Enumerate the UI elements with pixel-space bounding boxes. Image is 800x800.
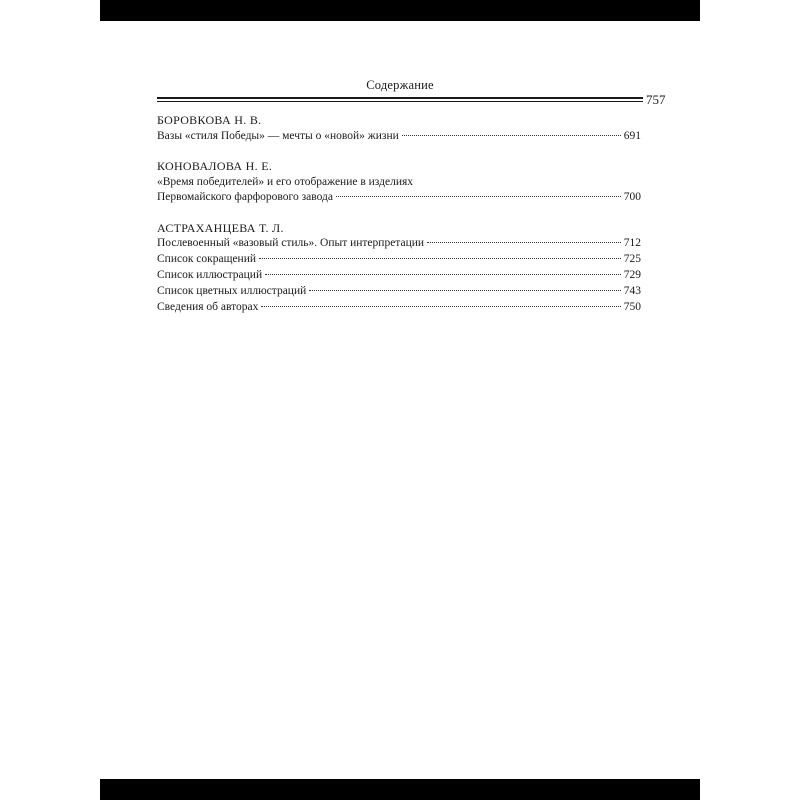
toc-author: БОРОВКОВА Н. В. bbox=[157, 113, 262, 127]
toc-entry[interactable] bbox=[157, 129, 641, 145]
dot-leader bbox=[336, 196, 621, 197]
page-number: 757 bbox=[646, 92, 666, 107]
toc-entry-page: 712 bbox=[623, 237, 641, 249]
toc-entry-title: Послевоенный «вазовый стиль». Опыт интерпретации bbox=[157, 237, 425, 249]
toc-author: КОНОВАЛОВА Н. Е. bbox=[157, 159, 273, 173]
toc-entry-color-illustrations[interactable] bbox=[157, 284, 641, 300]
dot-leader bbox=[427, 242, 621, 243]
toc-entry-page: 691 bbox=[623, 129, 641, 142]
table-of-contents bbox=[157, 113, 641, 331]
toc-entry-title-line: «Время победителей» и его отображение в изделиях bbox=[157, 175, 414, 188]
toc-entry-illustrations[interactable] bbox=[157, 268, 641, 284]
dot-leader bbox=[265, 274, 621, 275]
toc-entry-title: Список сокращений bbox=[157, 253, 257, 266]
dot-leader bbox=[259, 258, 621, 259]
toc-entry-page: 729 bbox=[623, 269, 641, 282]
header-rule bbox=[157, 97, 643, 102]
toc-entry-page: 750 bbox=[623, 301, 641, 314]
toc-author: АСТРАХАНЦЕВА Т. Л. bbox=[157, 220, 284, 235]
running-head: Содержание bbox=[366, 78, 434, 92]
toc-entry-abbreviations[interactable] bbox=[157, 252, 641, 268]
toc-group-konovalova bbox=[157, 159, 641, 206]
toc-group-astrakhantseva bbox=[157, 221, 641, 316]
toc-entry-page: 700 bbox=[623, 191, 641, 203]
toc-entry-title: Первомайского фарфорового завода bbox=[157, 191, 333, 203]
toc-entry-page: 725 bbox=[623, 253, 641, 266]
toc-entry-page: 743 bbox=[623, 285, 641, 298]
header-rule-thick bbox=[157, 97, 643, 99]
dot-leader bbox=[309, 290, 620, 291]
top-scan-border bbox=[100, 0, 700, 21]
toc-entry-about-authors[interactable] bbox=[157, 300, 641, 316]
dot-leader bbox=[261, 306, 620, 307]
toc-entry-title: Список иллюстраций bbox=[157, 269, 263, 282]
header-rule-thin bbox=[157, 101, 643, 102]
toc-entry-title: Вазы «стиля Победы» — мечты о «новой» жизни bbox=[157, 129, 399, 142]
toc-entry-title: Сведения об авторах bbox=[157, 301, 259, 314]
toc-entry-title: Список цветных иллюстраций bbox=[157, 285, 307, 298]
toc-entry[interactable] bbox=[157, 236, 641, 252]
toc-group-borovkova bbox=[157, 113, 641, 144]
bottom-scan-border bbox=[100, 779, 700, 800]
toc-entry[interactable] bbox=[157, 190, 641, 206]
dot-leader bbox=[402, 135, 621, 136]
